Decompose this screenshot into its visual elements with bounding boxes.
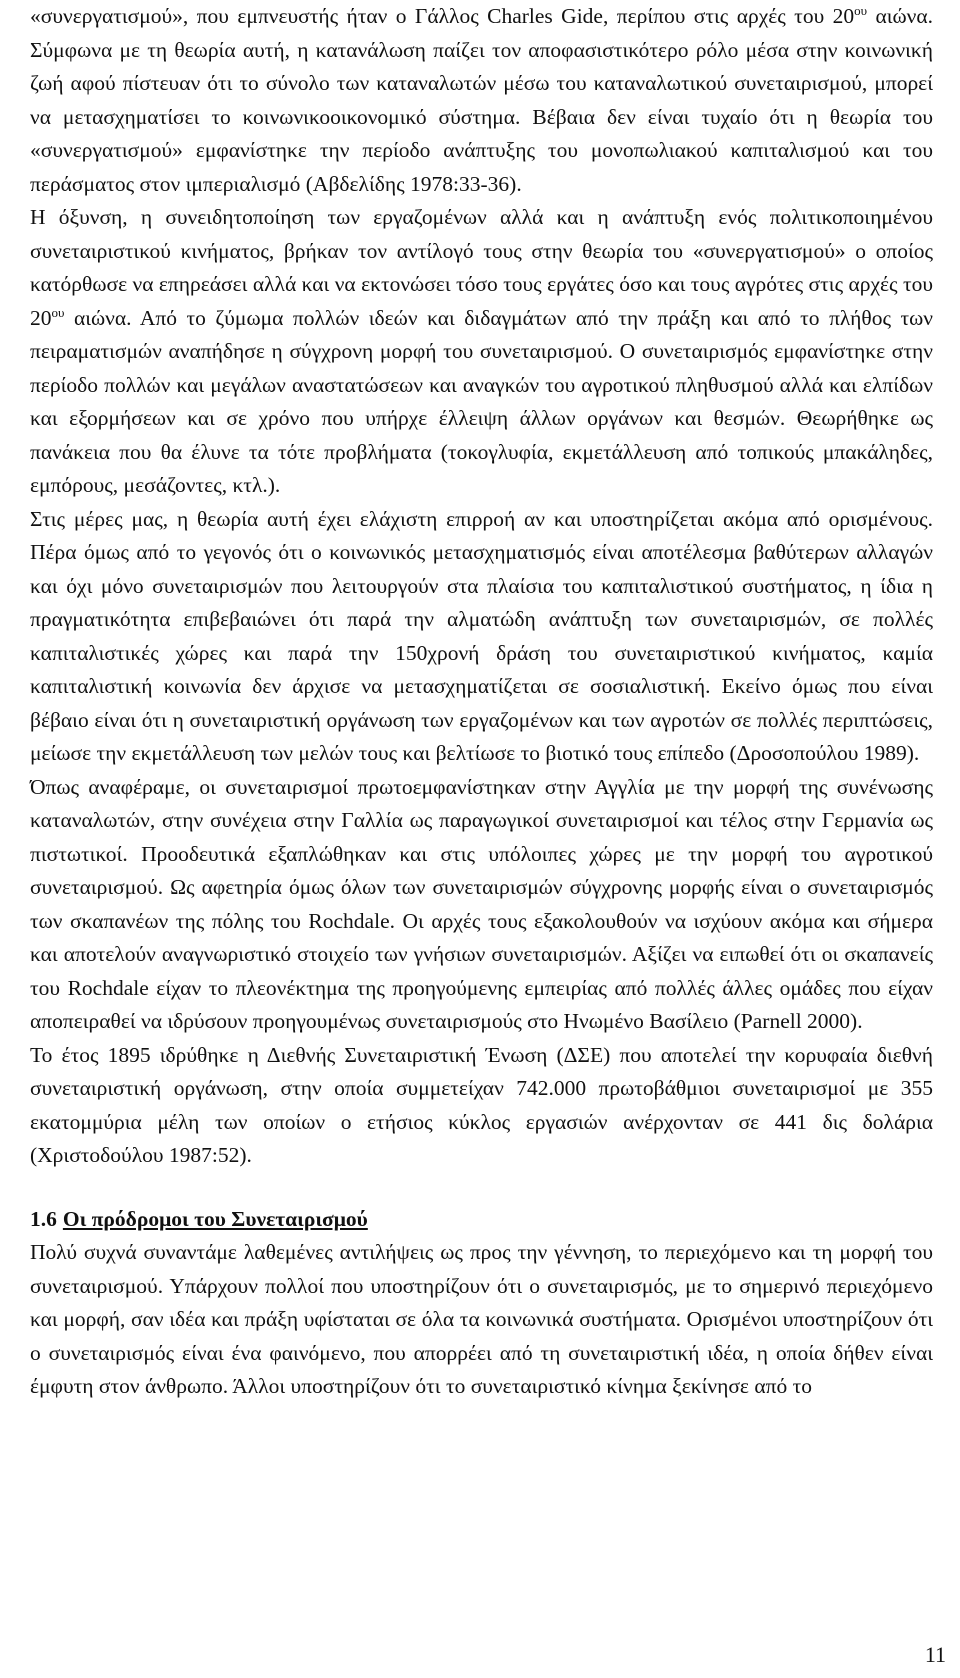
paragraph-2-text-a: Η όξυνση, η συνειδητοποίηση των εργαζομένων αλλά και η ανάπτυξη ενός πολιτικοποιημένου συνεταιριστικού κινήματος, βρήκαν τον αντίλογό τους στην θεωρία του «συνεργατισμού» ο οποίος κατόρθωσε να επηρεάσει αλλά και να εκτονώσει τόσο τους εργάτες όσο και τους αγρότες στις αρχές του 20 bbox=[30, 205, 933, 330]
document-page bbox=[30, 0, 933, 1404]
paragraph-6: Πολύ συχνά συναντάμε λαθεμένες αντιλήψεις ως προς την γέννηση, το περιεχόμενο και τη μορφή του συνεταιρισμού. Υπάρχουν πολλοί που υποστηρίζουν ότι ο συνεταιρισμός, με το σημερινό περιεχόμενο και μορφή, σαν ιδέα και πράξη υφίσταται σε όλα τα κοινωνικά συστήματα. Ορισμένοι υποστηρίζουν ότι ο συνεταιρισμός είναι ένα φαινόμενο, που απορρέει από τη συνεταιριστική ιδέα, η οποία δήθεν είναι έμφυτη στον άνθρωπο. Άλλοι υποστηρίζουν ότι το συνεταιριστικό κίνημα ξεκίνησε από το bbox=[30, 1240, 933, 1398]
ordinal-superscript: ου bbox=[854, 2, 868, 18]
paragraph-3: Στις μέρες μας, η θεωρία αυτή έχει ελάχιστη επιρροή αν και υποστηρίζεται ακόμα από ορισμένους. Πέρα όμως από το γεγονός ότι ο κοινωνικός μετασχηματισμός είναι αποτέλεσμα βαθύτερων αλλαγών και όχι μόνο συνεταιρισμών που λειτουργούν στα πλαίσια του καπιταλιστικού συστήματος, η ίδια η πραγματικότητα επιβεβαιώνει ότι παρά την αλματώδη ανάπτυξη των συνεταιρισμών, σε πολλές καπιταλιστικές χώρες και παρά την 150χρονή δράση του συνεταιριστικού κινήματος, καμία καπιταλιστική κοινωνία δεν άρχισε να μετασχηματίζεται σε σοσιαλιστική. Εκείνο όμως που είναι βέβαιο είναι ότι η συνεταιριστική οργάνωση των εργαζομένων και των αγροτών σε πολλές περιπτώσεις, μείωσε την εκμετάλλευση των μελών τους και βελτίωσε το βιοτικό τους επίπεδο (Δροσοπούλου 1989). bbox=[30, 506, 933, 765]
section-title: Οι πρόδρομοι του Συνεταιρισμού bbox=[62, 1206, 368, 1231]
page-number: 11 bbox=[924, 1642, 946, 1667]
section-heading bbox=[30, 1203, 933, 1237]
paragraph-1 bbox=[30, 0, 933, 201]
paragraph-5: Το έτος 1895 ιδρύθηκε η Διεθνής Συνεταιριστική Ένωση (ΔΣΕ) που αποτελεί την κορυφαία διεθνή συνεταιριστική οργάνωση, στην οποία συμμετείχαν 742.000 πρωτοβάθμιοι συνεταιρισμοί με 355 εκατομμύρια μέλη των οποίων ο ετήσιος κύκλος εργασιών ανέρχονταν σε 441 δις δολάρια (Χριστοδούλου 1987:52). bbox=[30, 1042, 933, 1167]
paragraph-2-text-b: αιώνα. Από το ζύμωμα πολλών ιδεών και διδαγμάτων από την πράξη και από το πλήθος των πειραματισμών αναπήδησε η σύγχρονη μορφή του συνεταιρισμού. Ο συνεταιρισμός εμφανίστηκε στην περίοδο πολλών και μεγάλων αναστατώσεων και αναγκών του αγροτικού πληθυσμού αλλά και ελπίδων και εξορμήσεων και σε χρόνο που υπήρχε έλλειψη άλλων οργάνων και θεσμών. Θεωρήθηκε ως πανάκεια που θα έλυνε τα τότε προβλήματα (τοκογλυφία, εκμετάλλευση από τοπικούς μπακάληδες, εμπόρους, μεσάζοντες, κτλ.). bbox=[30, 305, 933, 497]
paragraph-1-text-b: αιώνα. Σύμφωνα με τη θεωρία αυτή, η κατανάλωση παίζει τον αποφασιστικότερο ρόλο μέσα στην κοινωνική ζωή αφού πίστευαν ότι το σύνολο των καταναλωτών μέσω του καταναλωτικού συνεταιρισμού, μπορεί να μετασχηματίσει το κοινωνικοοικονομικό σύστημα. Βέβαια δεν είναι τυχαίο ότι η θεωρία του «συνεργατισμού» εμφανίστηκε την περίοδο ανάπτυξης του μονοπωλιακού καπιταλισμού και του περάσματος στον ιμπεριαλισμό (Αβδελίδης 1978:33-36). bbox=[30, 4, 934, 196]
ordinal-superscript: ου bbox=[51, 304, 65, 320]
paragraph-2 bbox=[30, 201, 933, 503]
paragraph-1-text-a: «συνεργατισμού», που εμπνευστής ήταν ο Γάλλος Charles Gide, περίπου στις αρχές του 20 bbox=[30, 4, 855, 28]
paragraph-4: Όπως αναφέραμε, οι συνεταιρισμοί πρωτοεμφανίστηκαν στην Αγγλία με την μορφή της συνένωσης καταναλωτών, στην συνέχεια στην Γαλλία ως παραγωγικοί συνεταιρισμοί και τέλος στην Γερμανία ως πιστωτικοί. Προοδευτικά εξαπλώθηκαν και στις υπόλοιπες χώρες με την μορφή του αγροτικού συνεταιρισμού. Ως αφετηρία όμως όλων των συνεταιρισμών σύγχρονης μορφής είναι ο συνεταιρισμός των σκαπανέων της πόλης του Rochdale. Οι αρχές τους εξακολουθούν να ισχύουν ακόμα και σήμερα και αποτελούν αναγνωριστικό στοιχείο των γνήσιων συνεταιρισμών. Αξίζει να ειπωθεί ότι οι σκαπανείς του Rochdale είχαν το πλεονέκτημα της προηγούμενης εμπειρίας από πολλές άλλες ομάδες που είχαν αποπειραθεί να ιδρύσουν προηγουμένως συνεταιρισμούς στο Ηνωμένο Βασίλειο (Parnell 2000). bbox=[30, 774, 933, 1033]
section-number: 1.6 bbox=[30, 1206, 57, 1231]
